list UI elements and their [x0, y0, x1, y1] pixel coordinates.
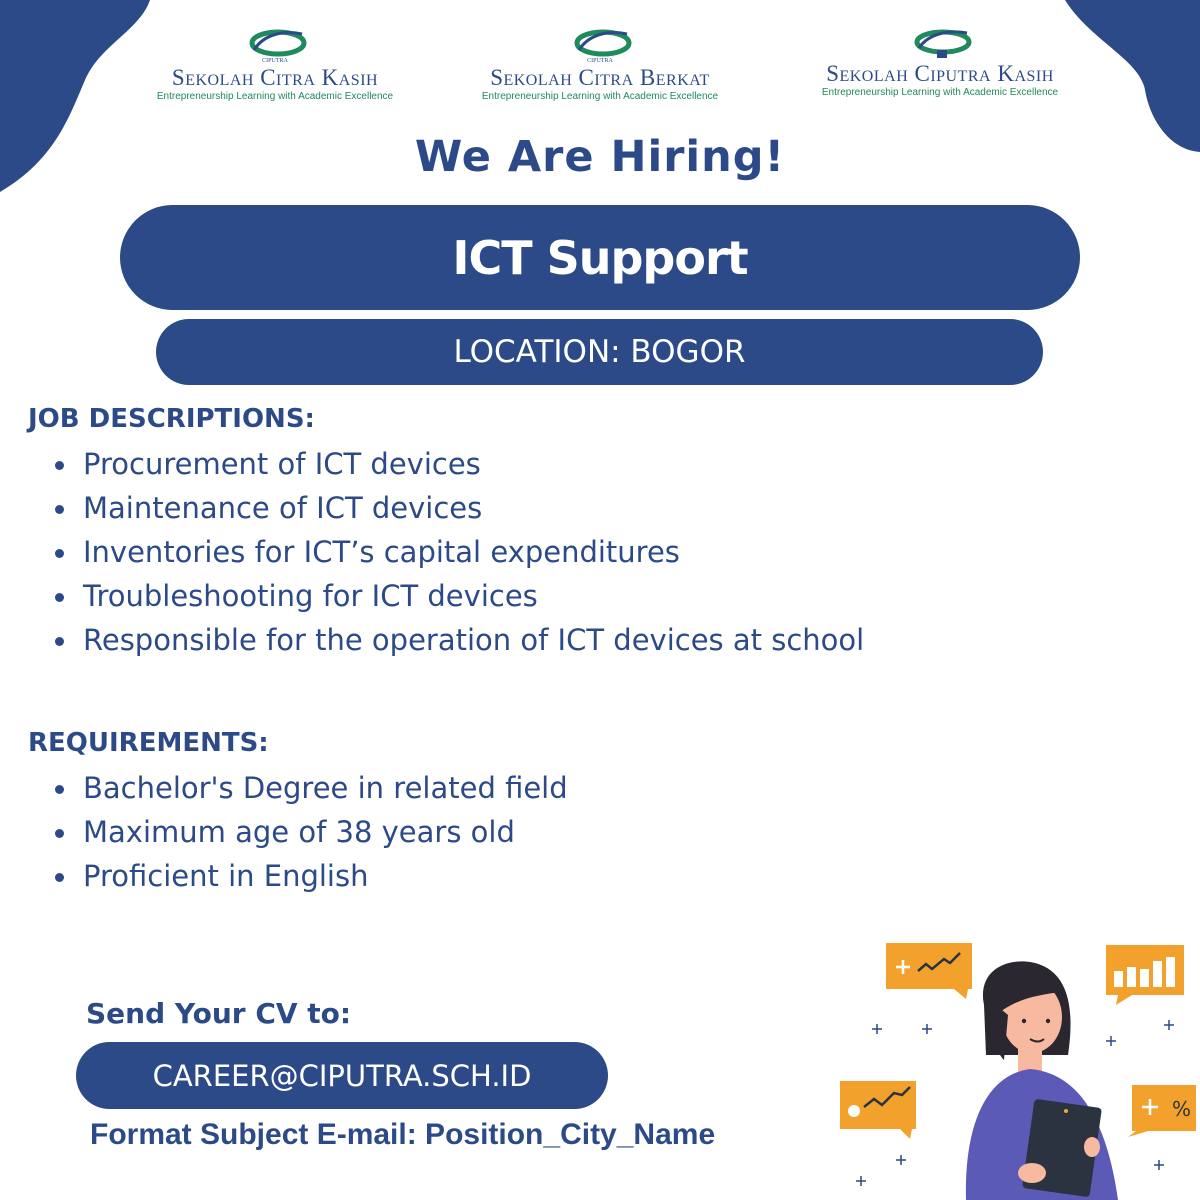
- location-banner: [156, 319, 1043, 385]
- list-item: [52, 854, 568, 898]
- school-name: Sekolah Ciputra Kasih: [826, 61, 1054, 86]
- bullet-icon: [55, 549, 64, 558]
- school-name: Sekolah Citra Kasih: [171, 65, 379, 90]
- ciputra-swoosh-icon: [240, 28, 310, 64]
- list-item-text: Bachelor's Degree in related field: [83, 771, 568, 805]
- list-item: [52, 766, 568, 810]
- bullet-icon: [55, 505, 64, 514]
- bullet-icon: [55, 829, 64, 838]
- woman-figure: [966, 961, 1118, 1200]
- percent-icon: [1128, 1085, 1196, 1137]
- list-item-text: Procurement of ICT devices: [83, 447, 481, 481]
- email-banner[interactable]: [76, 1042, 608, 1109]
- ciputra-swoosh-icon: [905, 28, 975, 60]
- position-title-banner: [120, 205, 1080, 310]
- brand-text: CIPUTRA: [587, 58, 613, 64]
- bullet-icon: [55, 785, 64, 794]
- list-item: [52, 486, 864, 530]
- woman-with-tablet-illustration: [836, 935, 1200, 1200]
- list-item-text: Maximum age of 38 years old: [83, 815, 515, 849]
- position-title: ICT Support: [452, 230, 748, 285]
- brand-text: CIPUTRA: [262, 58, 288, 64]
- location-text: LOCATION: BOGOR: [453, 334, 746, 370]
- bullet-icon: [55, 873, 64, 882]
- job-descriptions-heading: JOB DESCRIPTIONS:: [28, 404, 315, 434]
- trend-chart-icon: [840, 1081, 916, 1139]
- list-item-text: Maintenance of ICT devices: [83, 491, 483, 525]
- list-item: [52, 810, 568, 854]
- logo-citra-berkat: [465, 28, 735, 102]
- requirements-list: [52, 766, 568, 898]
- send-cv-label: Send Your CV to:: [86, 997, 352, 1030]
- list-item-text: Proficient in English: [83, 859, 369, 893]
- list-item: [52, 442, 864, 486]
- hiring-headline: We Are Hiring!: [414, 132, 786, 182]
- list-item: [52, 618, 864, 662]
- requirements-heading: REQUIREMENTS:: [28, 728, 269, 758]
- bullet-icon: [55, 461, 64, 470]
- list-item-text: Troubleshooting for ICT devices: [83, 579, 538, 613]
- bar-chart-icon: [1106, 945, 1184, 1005]
- school-tagline: Entrepreneurship Learning with Academic Excellence: [156, 91, 394, 102]
- growth-chart-icon: [886, 943, 972, 999]
- ciputra-swoosh-icon: [565, 28, 635, 64]
- logo-ciputra-kasih: [800, 28, 1080, 98]
- bullet-icon: [55, 637, 64, 646]
- school-name: Sekolah Citra Berkat: [490, 65, 710, 90]
- bullet-icon: [55, 593, 64, 602]
- list-item: [52, 530, 864, 574]
- list-item-text: Responsible for the operation of ICT devices at school: [83, 623, 865, 657]
- email-subject-format: Format Subject E-mail: Position_City_Name: [90, 1118, 716, 1151]
- school-tagline: Entrepreneurship Learning with Academic Excellence: [481, 91, 719, 102]
- job-descriptions-list: [52, 442, 864, 662]
- list-item: [52, 574, 864, 618]
- logo-citra-kasih: [150, 28, 400, 102]
- svg-text:%: %: [1172, 1097, 1192, 1121]
- school-tagline: Entrepreneurship Learning with Academic Excellence: [821, 87, 1059, 98]
- email-address-link[interactable]: CAREER@CIPUTRA.SCH.ID: [152, 1058, 532, 1093]
- list-item-text: Inventories for ICT’s capital expenditures: [83, 535, 680, 569]
